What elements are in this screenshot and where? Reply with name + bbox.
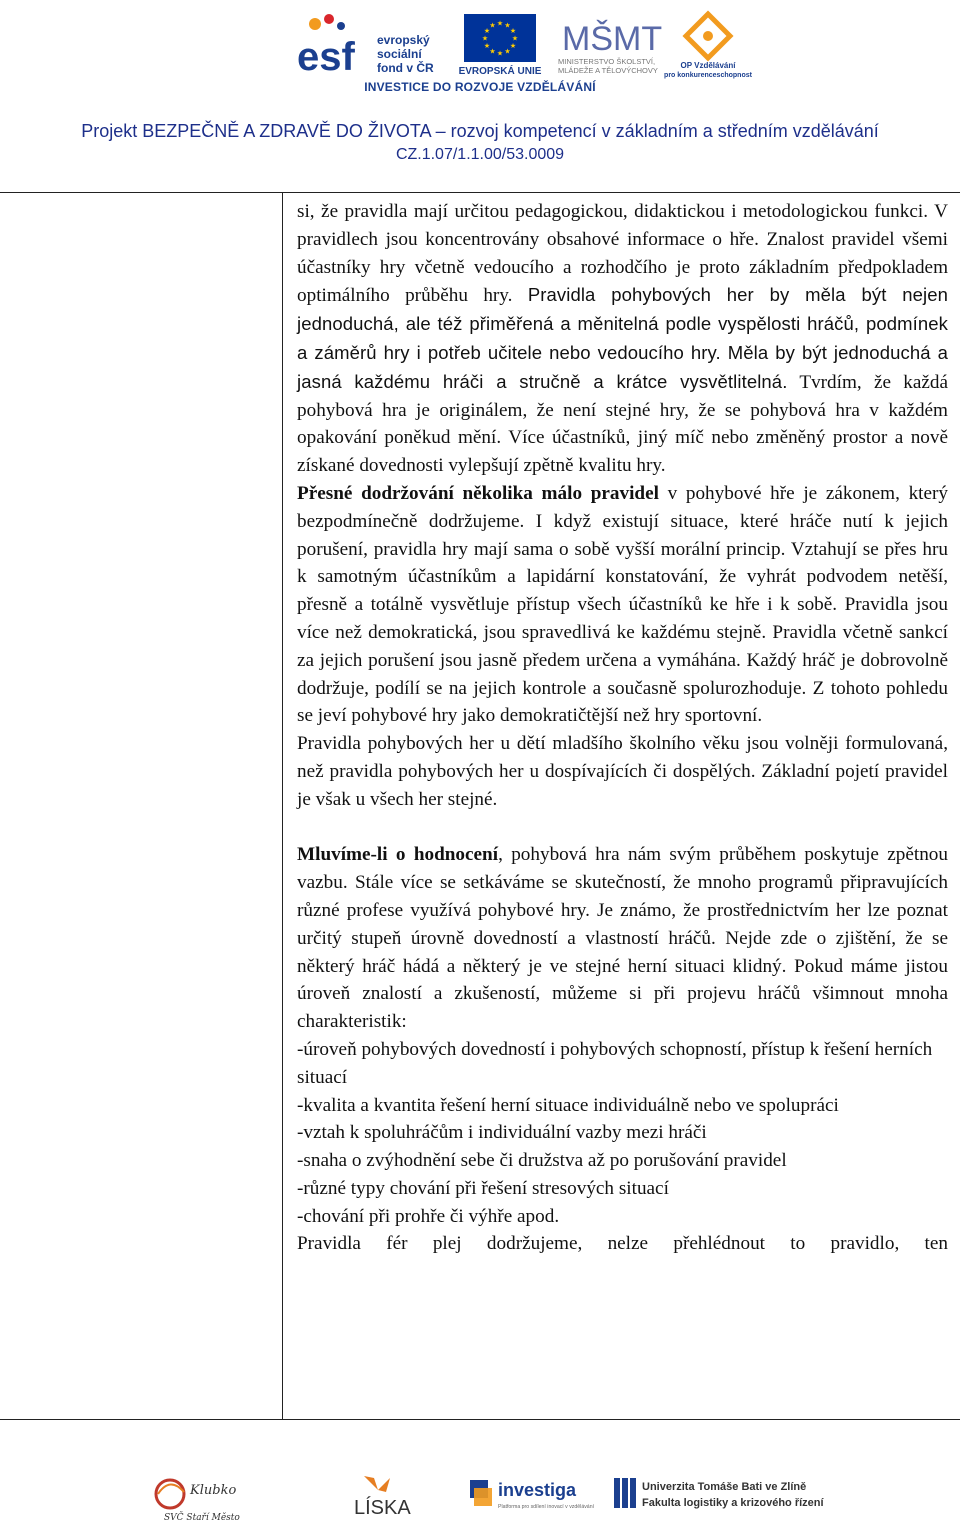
list-item: -kvalita a kvantita řešení herní situace individuálně nebo ve spolupráci	[297, 1094, 839, 1116]
eu-star: ★	[496, 19, 504, 28]
paragraph-text: si, že pravidla mají určitou pedagogickou, didaktickou i metodologickou funkci. V pravidlech jsou koncentrovány obsahové informace o hře. Znalost pravidel všemi účastníky hry včetně vedoucího a rozhodčího je proto základním předpokladem optimálního průběhu hry.	[297, 201, 948, 307]
eu-star: ★	[496, 49, 504, 58]
esf-line1: evropský	[377, 33, 430, 47]
paragraph-text: Tvrdím, že každá pohybová hra je originálem, že není stejné hry, že se pohybová hra v každém opakování poněkud mění. Více účastníků, jiný míč nebo změněný prostor a nově získané dovednosti vylepšují zpětně kvalitu hry.	[297, 371, 948, 477]
table-right-column	[297, 198, 948, 1258]
klubko-logo	[150, 1470, 240, 1526]
msmt-line2: MLÁDEŽE A TĚLOVÝCHOVY	[558, 66, 658, 75]
msmt-logo	[556, 10, 662, 78]
bold-phrase: Přesné dodržování několika málo pravidel	[297, 482, 659, 504]
esf-logo	[295, 10, 445, 78]
eu-star: ★	[504, 21, 511, 30]
list-item: -chování při prohře či výhře apod.	[297, 1205, 560, 1227]
liska-logo	[350, 1472, 414, 1518]
op-vk-logo	[664, 10, 752, 79]
op-line2: pro konkurenceschopnost	[664, 72, 752, 79]
list-item: -úroveň pohybových dovedností i pohybových schopností, přístup k řešení herních situací	[297, 1038, 933, 1088]
utb-line1: Univerzita Tomáše Bati ve Zlíně	[642, 1481, 807, 1493]
eu-star: ★	[511, 34, 519, 43]
eu-star: ★	[489, 47, 496, 56]
utb-line2: Fakulta logistiky a krizového řízení	[642, 1497, 824, 1509]
bold-phrase: Mluvíme-li o hodnocení	[297, 844, 499, 866]
project-title: Projekt BEZPEČNĚ A ZDRAVĚ DO ŽIVOTA – rozvoj kompetencí v základním a středním vzdělávání	[81, 121, 879, 141]
esf-line3: fond v ČR	[377, 61, 434, 75]
liska-text: LÍSKA	[354, 1497, 411, 1519]
paragraph-rules-age: Pravidla pohybových her u dětí mladšího školního věku jsou volněji formulovaná, než pravidla pohybových her u dospívajících či dospělých. Základní pojetí pravidel je však u všech her stejné.	[297, 733, 948, 810]
eu-star: ★	[483, 27, 491, 35]
paragraph-text: v pohybové hře je zákonem, který bezpodmínečně dodržujeme. I když existují situace, které hráče nutí k jejich porušení, pravidla hry mají sama o sobě vyšší morální princip. Vztahují se přes hru k samotným účastníkům a lapidární konstatování, že vyhrát podvodem netěší, přesně a totálně vysvětluje přístup všech účastníků ke hře i k sobě. Pravidla jsou více než demokratická, jsou spravedlivá ke každému stejně. Pravidla včetně sankcí za jejich porušení jsou jasně předem určena a vymáhána. Každý hráč je dobrovolně dodržuje, podílí se na jejich kontrole a současně spolurozhoduje. Z tohoto pohledu se jeví pohybové hry jako demokratičtější než hry sportovní.	[297, 482, 948, 727]
eu-star: ★	[481, 34, 489, 43]
eu-caption: EVROPSKÁ UNIE	[458, 66, 542, 77]
invest-tagline: INVESTICE DO ROZVOJE VZDĚLÁVÁNÍ	[364, 80, 596, 94]
content-table	[0, 192, 960, 1420]
eu-star: ★	[483, 42, 491, 50]
eu-star: ★	[509, 42, 517, 50]
header-logo-strip	[290, 6, 750, 82]
eu-star: ★	[509, 27, 517, 35]
paragraph-rules-compliance	[297, 480, 948, 730]
list-item: -různé typy chování při řešení stresových situací	[297, 1177, 669, 1199]
list-item: -snaha o zvýhodnění sebe či družstva až po porušování pravidel	[297, 1150, 787, 1172]
paragraph-evaluation	[297, 841, 948, 1036]
footer-logo-strip	[0, 1444, 960, 1522]
investiga-text: investiga	[498, 1480, 577, 1500]
paragraph-last-line: Pravidla fér plej dodržujeme, nelze přehlédnout to pravidlo, ten	[297, 1233, 948, 1255]
list-item: -vztah k spoluhráčům i individuální vazby mezi hráči	[297, 1122, 707, 1144]
registration-number: CZ.1.07/1.1.00/53.0009	[395, 146, 565, 163]
klubko-title: Klubko	[190, 1483, 237, 1498]
investiga-sub: Platforma pro sdílení inovací v vzdělávání	[498, 1504, 595, 1510]
paragraph-rules-intro	[297, 198, 948, 480]
msmt-mark: MŠMT	[562, 20, 663, 58]
esf-line2: sociální	[377, 47, 422, 61]
table-left-column	[0, 193, 283, 1419]
eu-flag-logo	[450, 10, 550, 78]
eu-star: ★	[489, 21, 496, 30]
investiga-logo	[468, 1474, 595, 1516]
eu-star: ★	[504, 47, 511, 56]
svg-text:esf: esf	[297, 35, 355, 79]
klubko-sub: SVČ Staří Město	[164, 1513, 240, 1523]
paragraph-text-sans: Pravidla pohybových her by měla být nejen jednoduchá, ale též přiměřená a měnitelná podle vyspělosti hráčů, podmínek a záměrů hry i potřeb učitele nebo vedoucího hry. Měla by být jednoduchá a jasná každému hráči a stručně a krátce vysvětlitelná.	[297, 284, 948, 392]
op-line1: OP Vzdělávání	[680, 61, 736, 70]
msmt-line1: MINISTERSTVO ŠKOLSTVÍ,	[558, 57, 656, 66]
utb-logo	[612, 1474, 824, 1520]
paragraph-text: , pohybová hra nám svým průběhem poskytuje zpětnou vazbu. Stále více se setkáváme se skutečností, že mnoho programů připravujících různé profese využívá pohybové hry. Je známo, že prostřednictvím her lze poznat určitý stupeň úrovně dovedností a vlastností hráčů. Nejde zde o zjištění, že se některý hráč hádá a některý je ve stejné herní situaci klidný. Pokud máme jistou úroveň znalostí a zkušeností, můžeme si při projevu hráčů všimnout mnoha charakteristik:	[297, 844, 948, 1033]
